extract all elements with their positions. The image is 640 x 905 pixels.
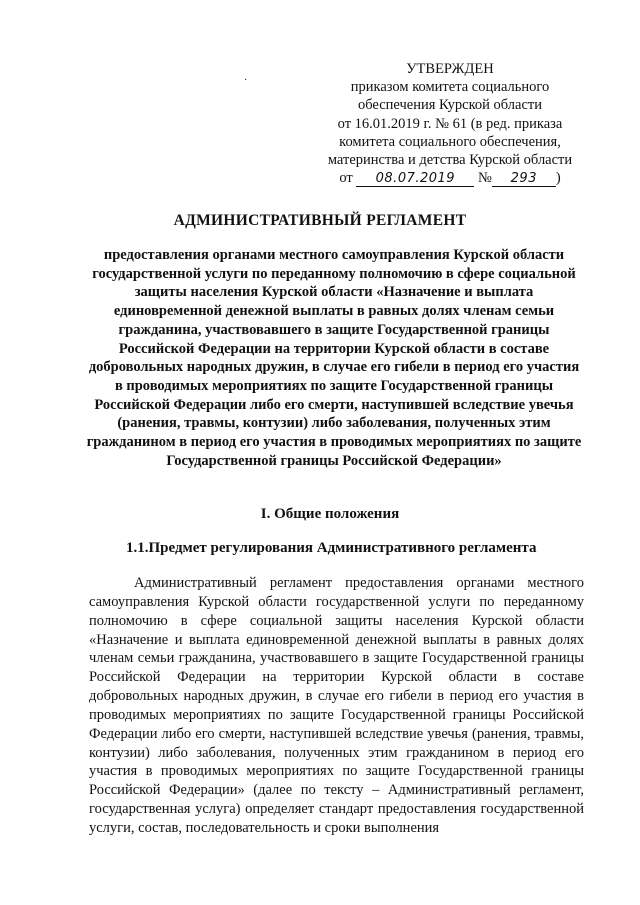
approval-heading: УТВЕРЖДЕН: [406, 61, 494, 77]
handwritten-date: [356, 171, 474, 187]
number-prefix: №: [477, 170, 492, 187]
date-prefix: от: [339, 170, 353, 187]
document-title: АДМИНИСТРАТИВНЫЙ РЕГЛАМЕНТ: [173, 212, 467, 229]
document-subtitle: предоставления органами местного самоуправления Курской области государственной услуги по переданному полномочию в сфере социальной защиты населения Курской области «Назначение и выплата единовременной денежной выплаты в равных долях членам семьи гражданина, участвовавшего в защите Государственной границы Российской Федерации на территории Курской области в составе добровольных народных дружин, в случае его гибели в период его участия в проводимых мероприятиях по защите Государственной границы Российской Федерации либо его смерти, наступившей вследствие увечья (ранения, травмы, контузии) либо заболевания, полученных этим гражданином в период его участия в проводимых мероприятиях по защите Государственной границы Российской Федерации»: [86, 247, 582, 469]
approval-line: обеспечения Курской области: [358, 97, 542, 114]
body-paragraph: Административный регламент предоставления органами местного самоуправления Курской области государственной услуги по переданному полномочию в сфере социальной защиты населения Курской области «Назначение и выплата единовременной денежной выплаты в равных долях членам семьи гражданина, участвовавшего в защите Государственной границы Российской Федерации на территории Курской области в составе добровольных народных дружин, в случае его гибели в период его участия в проводимых мероприятиях по защите Государственной границы Российской Федерации либо его смерти, наступившей вследствие увечья (ранения, травмы, контузии) либо заболевания, полученных этим гражданином в период его участия в проводимых мероприятиях по защите Государственной границы Российской Федерации» (далее по тексту – Административный регламент, государственная услуга) определяет стандарт предоставления государственной услуги, состав, последовательность и сроки выполнения: [89, 575, 584, 836]
handwritten-number-value: 293: [510, 171, 537, 187]
closing-paren: ): [555, 170, 561, 187]
handwritten-date-value: 08.07.2019: [375, 171, 456, 187]
approval-line: приказом комитета социального: [350, 79, 550, 96]
handwritten-number: [492, 171, 556, 187]
approval-order-reference: от 16.01.2019 г. № 61 (в ред. приказа: [337, 115, 563, 132]
approval-line: материнства и детства Курской области: [327, 152, 573, 169]
approval-line: комитета социального обеспечения,: [339, 133, 561, 150]
section-heading: I. Общие положения: [260, 506, 400, 522]
stray-mark: ·: [244, 75, 248, 86]
approval-date-number-row: [300, 169, 600, 187]
approval-stamp-block: [300, 60, 600, 187]
subsection-heading: 1.1.Предмет регулирования Административного регламента: [126, 540, 537, 556]
